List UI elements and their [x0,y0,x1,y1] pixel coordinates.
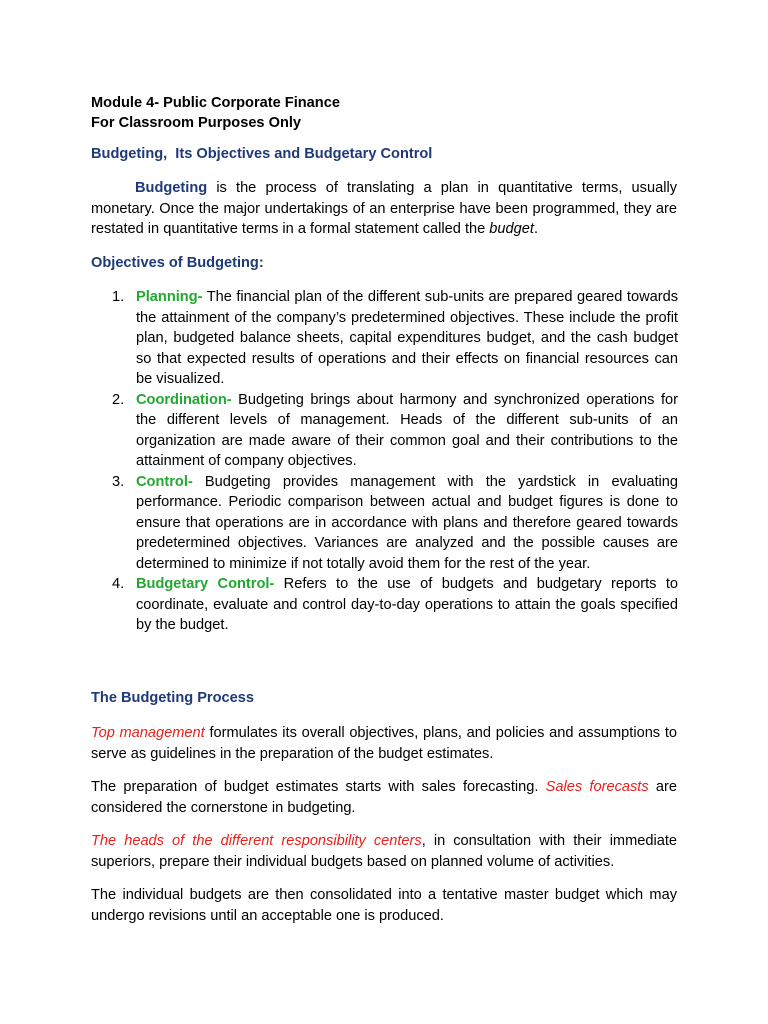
list-item [90,472,678,575]
paragraph-text: formulates its overall objectives, plans, and policies and assumptions to serve as guidelines in the preparation of the budget estimates. [91,725,677,762]
item-text: Refers to the use of budgets and budgetary reports to coordinate, evaluate and control day-to-day operations to attain the goals specified by the budget. [136,576,678,633]
item-term: Control- [136,473,193,490]
definition-end: . [533,221,538,237]
list-item [90,574,678,636]
document-header [91,93,340,133]
process-paragraph-4: The individual budgets are then consolidated into a tentative master budget which may undergo revisions until an acceptable one is produced. [91,887,677,924]
paragraph-text: The preparation of budget estimates starts with sales forecasting. [91,779,546,795]
process-paragraph-3 [91,831,677,872]
item-text: Budgeting provides management with the yardstick in evaluating performance. Periodic comparison between actual and budget figures is done to ensure that operations are in accordance with plans and therefore geared towards predetermined objectives. Variances are analyzed and the possible causes are determined to minimize if not totally avoid them for the rest of the year. [136,473,678,572]
item-number: 1. [112,289,125,305]
item-number: 2. [112,391,125,408]
budgeting-process-title: The Budgeting Process [91,690,254,706]
emphasis-top-management: Top management [91,725,205,741]
objectives-list [90,287,678,636]
process-paragraph-2 [91,777,677,818]
emphasis-sales-forecasts: Sales forecasts [545,779,649,795]
module-title: Module 4- Public Corporate Finance [91,95,340,111]
term-budgeting: Budgeting [135,180,208,196]
section-title-budgeting: Budgeting, Its Objectives and Budgetary Control [91,146,433,162]
list-item [90,390,678,472]
process-paragraph-1 [91,723,677,764]
emphasis-responsibility-heads: The heads of the different responsibility centers [91,833,422,849]
paragraph-text: , in consultation with their immediate superiors, prepare their individual budgets based on planned volume of activities. [91,833,678,870]
item-text: The financial plan of the different sub-units are prepared geared towards the attainment of the company’s predetermined objectives. These include the profit plan, budgeted balance sheets, capital expenditures budget, and the cash budget so that expected results of operations and their effects on financial resources can be visualized. [136,289,678,387]
classroom-note: For Classroom Purposes Only [91,115,302,131]
item-number: 4. [112,576,125,592]
item-text: Budgeting brings about harmony and synchronized operations for the different levels of management. Heads of the different sub-units of an organization are made aware of their common goal and their contributions to the attainment of company objectives. [136,391,678,469]
list-item [90,287,678,390]
objectives-title: Objectives of Budgeting: [91,255,264,271]
item-term: Coordination- [136,391,232,408]
item-term: Planning- [136,289,203,305]
definition-text: is the process of translating a plan in quantitative terms, usually monetary. Once the major undertakings of an enterprise have been programmed, they are restated in quantitative terms in a formal statement called the [91,180,677,237]
paragraph-text-end: are considered the cornerstone in budgeting. [91,779,677,816]
item-number: 3. [112,473,125,490]
item-term: Budgetary Control- [136,576,275,592]
term-budget-italic: budget [489,221,534,237]
budgeting-definition-paragraph [91,178,677,240]
